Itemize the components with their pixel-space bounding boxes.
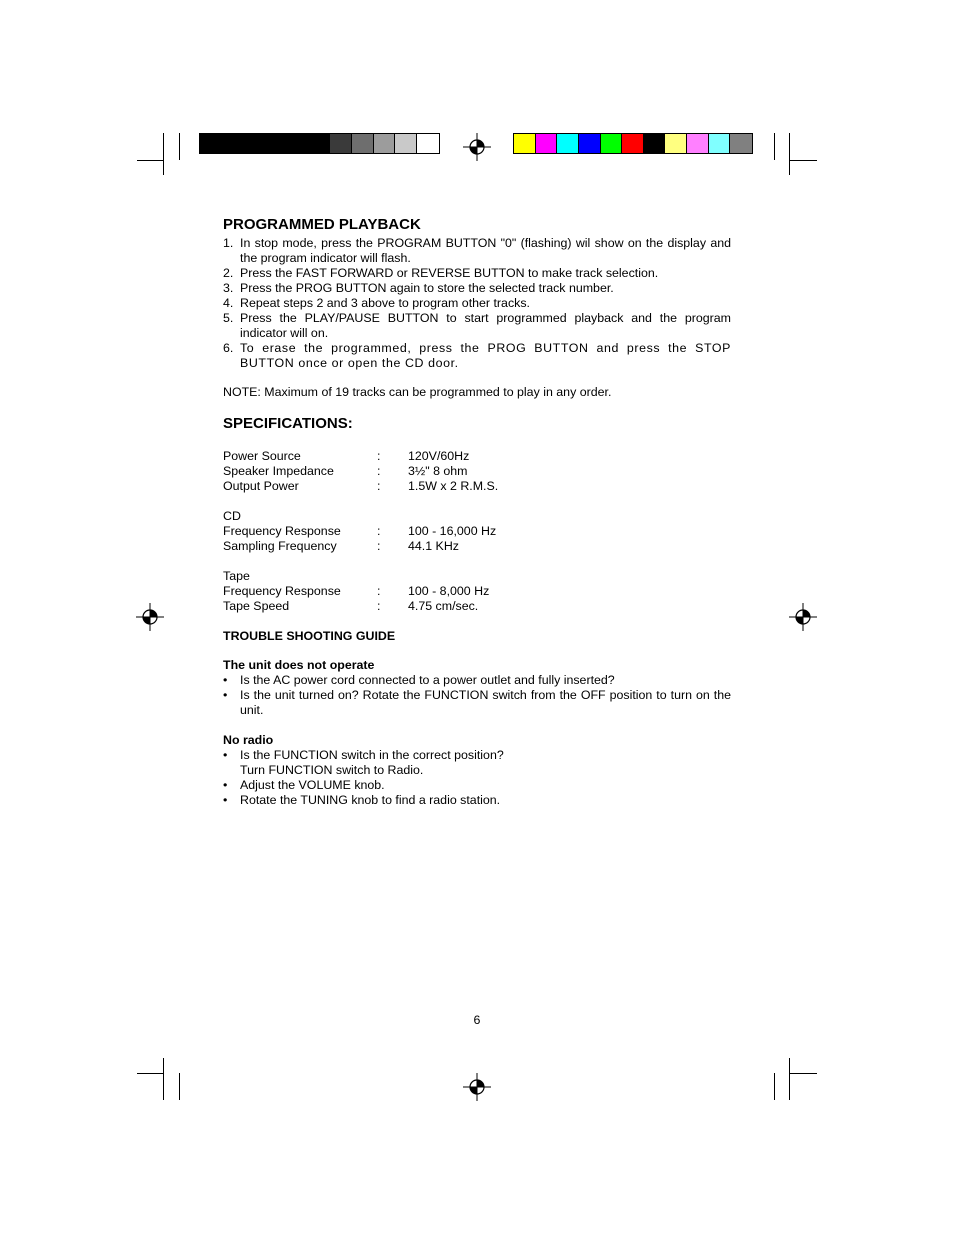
list-item: 1. In stop mode, press the PROGRAM BUTTON "0" (flashing) wil show on the display and the program indicator will flash. <box>223 236 731 265</box>
crop-mark <box>137 1073 163 1074</box>
crop-mark <box>774 133 775 160</box>
registration-mark-icon <box>136 603 164 631</box>
color-swatch <box>417 134 439 153</box>
crop-mark <box>789 1073 817 1074</box>
list-item: Turn FUNCTION switch to Radio. <box>240 763 424 777</box>
spec-row: Frequency Response : 100 - 16,000 Hz <box>223 524 497 538</box>
specifications-cd <box>223 509 731 554</box>
specifications-general <box>223 449 731 494</box>
crop-mark <box>774 1073 775 1100</box>
spec-row: Frequency Response : 100 - 8,000 Hz <box>223 584 490 598</box>
grayscale-bar <box>199 133 440 154</box>
trouble-subheading: The unit does not operate <box>223 658 375 672</box>
list-item: • Is the FUNCTION switch in the correct position? <box>223 748 504 762</box>
color-swatch <box>557 134 579 153</box>
list-item: 5. Press the PLAY/PAUSE BUTTON to start programmed playback and the program indicator will on. <box>223 311 731 340</box>
crop-mark <box>163 133 164 175</box>
color-swatch <box>601 134 623 153</box>
crop-mark <box>163 1058 164 1100</box>
color-swatch <box>536 134 558 153</box>
crop-mark <box>179 133 180 160</box>
color-swatch <box>709 134 731 153</box>
color-swatch <box>644 134 666 153</box>
crop-mark <box>789 1058 790 1100</box>
list-item: • Rotate the TUNING knob to find a radio station. <box>223 793 501 807</box>
page-number: 6 <box>473 1013 481 1027</box>
list-item: 2. Press the FAST FORWARD or REVERSE BUTTON to make track selection. <box>223 266 659 280</box>
spec-row: Tape Speed : 4.75 cm/sec. <box>223 599 479 613</box>
color-bar <box>513 133 753 154</box>
trouble-shooting-heading: TROUBLE SHOOTING GUIDE <box>223 629 396 643</box>
color-swatch <box>200 134 222 153</box>
color-swatch <box>665 134 687 153</box>
color-swatch <box>309 134 331 153</box>
spec-row: Speaker Impedance : 3½" 8 ohm <box>223 464 468 478</box>
specifications-tape <box>223 569 731 614</box>
color-swatch <box>687 134 709 153</box>
programmed-playback-heading: PROGRAMMED PLAYBACK <box>223 216 421 233</box>
list-item: 4. Repeat steps 2 and 3 above to program other tracks. <box>223 296 530 310</box>
trouble-subheading: No radio <box>223 733 274 747</box>
color-swatch <box>352 134 374 153</box>
crop-mark <box>789 160 817 161</box>
crop-mark <box>789 133 790 175</box>
color-swatch <box>730 134 752 153</box>
registration-mark-icon <box>463 133 491 161</box>
color-swatch <box>514 134 536 153</box>
spec-group-title: Tape <box>223 569 250 583</box>
color-swatch <box>330 134 352 153</box>
registration-mark-icon <box>789 603 817 631</box>
color-swatch <box>222 134 244 153</box>
list-item: • Is the AC power cord connected to a power outlet and fully inserted? <box>223 673 615 687</box>
spec-row: Output Power : 1.5W x 2 R.M.S. <box>223 479 499 493</box>
trouble-unit-not-operate <box>223 658 731 718</box>
list-item: 6. To erase the programmed, press the PROG BUTTON and press the STOP BUTTON once or open the CD door. <box>223 341 731 370</box>
specifications-heading: SPECIFICATIONS: <box>223 415 353 432</box>
spec-row: Sampling Frequency : 44.1 KHz <box>223 539 459 553</box>
list-item: 3. Press the PROG BUTTON again to store the selected track number. <box>223 281 614 295</box>
playback-note: NOTE: Maximum of 19 tracks can be programmed to play in any order. <box>223 385 612 399</box>
color-swatch <box>265 134 287 153</box>
color-swatch <box>243 134 265 153</box>
crop-mark <box>179 1073 180 1100</box>
color-swatch <box>287 134 309 153</box>
crop-mark <box>137 160 163 161</box>
trouble-no-radio <box>223 733 731 808</box>
programmed-playback-steps <box>223 236 731 371</box>
spec-group-title: CD <box>223 509 241 523</box>
spec-row: Power Source : 120V/60Hz <box>223 449 470 463</box>
registration-mark-icon <box>463 1073 491 1101</box>
color-swatch <box>395 134 417 153</box>
color-swatch <box>579 134 601 153</box>
color-swatch <box>374 134 396 153</box>
color-swatch <box>622 134 644 153</box>
list-item: • Is the unit turned on? Rotate the FUNCTION switch from the OFF position to turn on the unit. <box>223 688 731 717</box>
list-item: • Adjust the VOLUME knob. <box>223 778 385 792</box>
